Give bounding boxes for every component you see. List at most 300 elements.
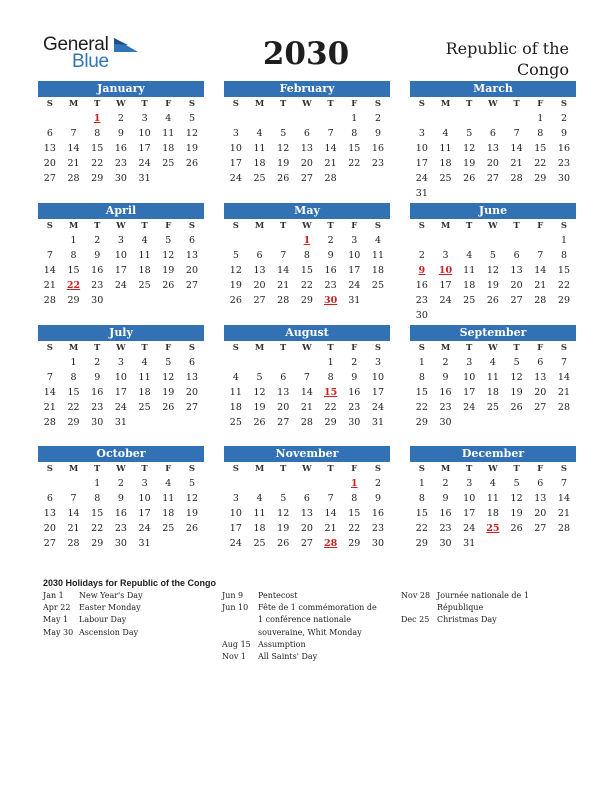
day-grid [224,219,390,308]
holiday-item [222,639,384,651]
empty-cell [271,476,295,491]
day-cell: 2 [351,357,358,368]
holiday-date: Dec 25 [401,615,430,625]
day-cell: 23 [439,523,452,534]
day-cell: 28 [300,417,313,428]
holiday-item [222,651,384,663]
day-cell: 16 [439,508,452,519]
day-cell: 28 [277,295,290,306]
holiday-item [43,590,213,602]
day-cell: 19 [510,508,523,519]
day-cell: 18 [162,143,175,154]
day-cell: 6 [513,250,520,261]
weekday-label: M [68,221,79,231]
day-cell: 16 [348,387,361,398]
holiday-day-cell: 22 [66,280,81,291]
day-cell: 19 [162,265,175,276]
weekday-label: T [94,221,101,231]
weekday-label: T [141,221,148,231]
empty-cell [224,476,248,491]
day-cell: 25 [253,173,266,184]
holiday-name: All Saints' Day [258,652,318,662]
day-cell: 15 [534,143,547,154]
weekday-label: M [254,99,265,109]
empty-cell [271,355,295,370]
holiday-date: May 1 [43,615,69,625]
day-cell: 16 [371,143,385,154]
day-cell: 7 [46,250,53,261]
logo-general-text: General [43,34,109,55]
day-cell: 18 [253,158,266,169]
day-cell: 10 [138,493,151,504]
day-cell: 14 [557,372,571,383]
weekday-label: S [418,221,425,231]
day-cell: 13 [43,143,56,154]
day-cell: 11 [229,387,242,398]
weekday-label: S [232,343,239,353]
day-cell: 7 [303,372,310,383]
day-cell: 14 [324,143,337,154]
day-cell: 25 [162,158,175,169]
day-cell: 30 [91,417,104,428]
day-cell: 26 [463,173,476,184]
holiday-date: Jan 1 [43,591,64,600]
day-cell: 19 [510,387,523,398]
day-cell: 7 [537,250,544,261]
month-header: October [38,446,204,462]
weekday-label: W [116,221,126,231]
day-cell: 18 [253,523,266,534]
day-cell: 30 [348,417,361,428]
day-cell: 17 [138,143,151,154]
holiday-name: Labour Day [79,615,127,625]
day-cell: 10 [229,143,242,154]
weekday-label: W [302,343,312,353]
day-cell: 21 [277,280,290,291]
day-cell: 26 [253,417,266,428]
day-cell: 28 [324,173,337,184]
day-cell: 10 [463,372,476,383]
weekday-label: T [280,464,287,474]
day-cell: 27 [43,538,56,549]
day-cell: 8 [418,372,425,383]
day-cell: 25 [439,173,452,184]
weekday-label: T [141,99,148,109]
holidays-title: 2030 Holidays for Republic of the Congo [43,578,217,588]
day-cell: 9 [442,493,449,504]
day-grid [410,219,576,323]
day-cell: 29 [91,173,104,184]
day-cell: 18 [439,158,452,169]
day-cell: 26 [162,402,175,413]
month-september [410,325,576,430]
weekday-label: F [351,221,358,231]
day-cell: 27 [185,402,199,413]
month-april [38,203,204,308]
day-cell: 1 [351,113,358,124]
weekday-label: M [68,99,79,109]
day-cell: 21 [67,523,80,534]
empty-cell [224,355,248,370]
day-cell: 26 [510,402,523,413]
day-cell: 22 [348,158,361,169]
day-cell: 24 [114,402,127,413]
holiday-list-column-2 [222,590,384,663]
day-cell: 5 [188,478,195,489]
day-cell: 4 [256,128,263,139]
day-cell: 23 [557,158,571,169]
day-cell: 18 [486,387,499,398]
day-cell: 12 [185,493,199,504]
day-cell: 25 [253,538,266,549]
day-cell: 8 [537,128,544,139]
day-cell: 30 [114,173,127,184]
empty-cell [248,476,272,491]
empty-cell [410,111,434,126]
day-cell: 12 [162,250,175,261]
day-cell: 23 [371,158,385,169]
day-cell: 1 [418,357,425,368]
day-cell: 26 [229,295,242,306]
day-cell: 8 [94,493,101,504]
month-june [410,203,576,323]
holiday-name: Assumption [258,639,306,649]
day-cell: 20 [43,158,56,169]
weekday-label: W [302,464,312,474]
day-cell: 15 [67,265,80,276]
day-cell: 11 [463,265,476,276]
day-cell: 16 [91,387,104,398]
day-cell: 9 [374,128,381,139]
day-cell: 13 [534,372,547,383]
weekday-label: S [374,99,382,109]
day-cell: 2 [94,235,101,246]
day-cell: 22 [557,280,571,291]
day-cell: 24 [371,402,385,413]
day-cell: 24 [229,173,242,184]
logo-blue-text: Blue [72,51,109,72]
day-cell: 18 [371,265,385,276]
weekday-label: W [488,343,498,353]
day-cell: 3 [466,357,473,368]
day-cell: 2 [418,250,425,261]
day-cell: 24 [415,173,428,184]
day-cell: 24 [114,280,127,291]
month-may [224,203,390,308]
day-cell: 19 [253,402,266,413]
day-cell: 2 [327,235,334,246]
day-cell: 6 [256,250,263,261]
day-cell: 10 [348,250,361,261]
weekday-label: M [68,464,79,474]
day-cell: 5 [489,250,496,261]
month-header: July [38,325,204,341]
day-cell: 28 [67,173,80,184]
month-header: September [410,325,576,341]
day-cell: 2 [117,113,124,124]
empty-cell [410,233,434,248]
day-cell: 1 [418,478,425,489]
day-grid [38,341,204,430]
month-header: February [224,81,390,97]
day-cell: 10 [415,143,428,154]
weekday-label: W [116,99,126,109]
day-cell: 17 [348,265,361,276]
day-cell: 29 [557,295,571,306]
weekday-label: T [327,221,334,231]
day-cell: 30 [114,538,127,549]
day-cell: 20 [534,387,547,398]
weekday-label: M [254,221,265,231]
holiday-day-cell: 1 [350,478,358,489]
day-cell: 23 [91,402,104,413]
weekday-label: T [280,221,287,231]
day-cell: 14 [67,508,80,519]
day-cell: 25 [371,280,385,291]
empty-cell [481,233,505,248]
day-cell: 4 [165,478,172,489]
day-cell: 1 [560,235,567,246]
holiday-day-cell: 28 [323,538,338,549]
day-cell: 26 [277,538,290,549]
holiday-day-cell: 15 [323,387,338,398]
weekday-label: T [94,343,101,353]
day-cell: 23 [114,158,127,169]
day-cell: 28 [557,523,571,534]
weekday-label: S [188,99,196,109]
day-cell: 27 [534,402,547,413]
day-cell: 29 [348,538,361,549]
holiday-date: Nov 1 [222,652,246,662]
day-cell: 8 [327,372,334,383]
weekday-label: F [165,99,172,109]
day-cell: 17 [439,280,452,291]
day-cell: 22 [415,523,428,534]
day-cell: 14 [67,143,80,154]
holiday-item [43,602,213,614]
day-cell: 3 [141,478,148,489]
holiday-item [43,627,213,639]
holiday-name: Journée nationale de 1 République [437,591,529,613]
day-grid [38,219,204,308]
holiday-day-cell: 1 [303,235,311,246]
holiday-day-cell: 25 [486,523,500,534]
day-cell: 29 [91,538,104,549]
day-cell: 18 [138,265,151,276]
weekday-label: S [418,464,425,474]
weekday-label: T [327,464,334,474]
day-cell: 13 [253,265,266,276]
weekday-label: S [46,343,53,353]
day-grid [410,462,576,551]
day-cell: 20 [300,523,313,534]
day-cell: 20 [486,158,499,169]
day-cell: 3 [466,478,473,489]
day-cell: 21 [67,158,80,169]
weekday-label: F [351,99,358,109]
weekday-label: F [537,343,544,353]
day-cell: 31 [463,538,476,549]
month-header: August [224,325,390,341]
empty-cell [457,111,481,126]
day-grid [410,97,576,201]
empty-cell [295,476,319,491]
weekday-label: W [488,99,498,109]
day-cell: 5 [466,128,473,139]
day-cell: 3 [232,128,239,139]
weekday-label: T [94,99,101,109]
country-name: Republic of the Congo [445,39,569,79]
day-cell: 4 [232,372,239,383]
day-cell: 31 [114,417,127,428]
weekday-label: S [560,99,568,109]
empty-cell [295,111,319,126]
weekday-label: M [440,343,451,353]
day-cell: 30 [371,538,385,549]
day-cell: 21 [300,402,313,413]
day-cell: 12 [185,128,199,139]
holiday-item [222,602,384,639]
day-cell: 25 [138,280,151,291]
day-cell: 11 [371,250,385,261]
day-cell: 11 [253,508,266,519]
day-cell: 29 [300,295,313,306]
day-grid [410,341,576,430]
day-cell: 1 [327,357,334,368]
day-cell: 17 [229,158,242,169]
weekday-label: S [232,99,239,109]
weekday-label: F [537,99,544,109]
day-cell: 20 [277,402,290,413]
day-cell: 6 [188,235,195,246]
empty-cell [319,476,343,491]
day-cell: 6 [303,128,310,139]
weekday-label: F [165,464,172,474]
empty-cell [271,111,295,126]
day-cell: 19 [185,143,199,154]
day-cell: 16 [371,508,385,519]
month-february [224,81,390,186]
day-cell: 9 [351,372,358,383]
day-cell: 13 [43,508,56,519]
empty-cell [62,111,86,126]
weekday-label: S [418,343,425,353]
holiday-list-column-3 [401,590,571,627]
day-cell: 20 [185,265,199,276]
day-cell: 30 [439,538,452,549]
weekday-label: M [440,221,451,231]
day-cell: 15 [300,265,313,276]
weekday-label: T [466,221,473,231]
day-cell: 29 [67,417,80,428]
day-cell: 17 [463,387,476,398]
weekday-label: S [374,343,382,353]
day-cell: 10 [371,372,385,383]
day-cell: 30 [415,310,428,321]
day-cell: 6 [46,493,53,504]
day-cell: 24 [138,523,151,534]
empty-cell [224,233,248,248]
month-header: March [410,81,576,97]
month-december [410,446,576,551]
month-january [38,81,204,186]
month-header: June [410,203,576,219]
day-cell: 29 [534,173,547,184]
day-cell: 4 [165,113,172,124]
day-cell: 12 [510,493,523,504]
weekday-label: S [374,464,382,474]
day-cell: 3 [232,493,239,504]
holiday-name: Easter Monday [79,603,141,613]
day-cell: 8 [351,128,358,139]
day-cell: 5 [256,372,263,383]
day-cell: 14 [277,265,290,276]
weekday-label: T [466,343,473,353]
day-cell: 5 [165,235,172,246]
day-cell: 24 [348,280,361,291]
day-cell: 9 [117,493,124,504]
day-cell: 13 [185,372,199,383]
day-cell: 4 [374,235,381,246]
day-cell: 15 [348,508,361,519]
day-cell: 4 [141,357,148,368]
holiday-name: Fête de 1 commémoration de 1 conférence nationale souveraine, Whit Monday [258,603,377,637]
day-cell: 20 [253,280,266,291]
weekday-label: W [116,343,126,353]
day-cell: 21 [534,280,547,291]
day-cell: 22 [300,280,313,291]
day-cell: 14 [534,265,547,276]
day-cell: 23 [415,295,428,306]
day-cell: 8 [418,493,425,504]
weekday-label: F [165,343,172,353]
day-cell: 11 [486,372,499,383]
day-cell: 13 [300,508,313,519]
day-cell: 16 [439,387,452,398]
empty-cell [248,355,272,370]
day-cell: 14 [324,508,337,519]
day-cell: 5 [280,493,287,504]
weekday-label: S [560,464,568,474]
day-cell: 24 [138,158,151,169]
holiday-date: Jun 10 [222,603,249,613]
day-cell: 19 [277,523,290,534]
empty-cell [295,355,319,370]
day-cell: 22 [534,158,547,169]
day-cell: 7 [560,357,567,368]
day-cell: 15 [415,508,428,519]
empty-cell [457,233,481,248]
holiday-date: Aug 15 [222,639,251,649]
day-cell: 16 [114,143,127,154]
day-cell: 17 [463,508,476,519]
day-cell: 12 [277,143,290,154]
day-cell: 28 [67,538,80,549]
day-cell: 28 [557,402,571,413]
day-cell: 12 [253,387,266,398]
day-cell: 21 [43,280,56,291]
day-cell: 15 [91,143,104,154]
day-cell: 24 [463,523,476,534]
day-cell: 6 [537,478,544,489]
day-cell: 10 [114,250,127,261]
day-cell: 26 [185,158,199,169]
day-cell: 16 [415,280,428,291]
day-cell: 31 [371,417,385,428]
day-cell: 4 [466,250,473,261]
day-cell: 1 [70,357,77,368]
empty-cell [505,233,529,248]
